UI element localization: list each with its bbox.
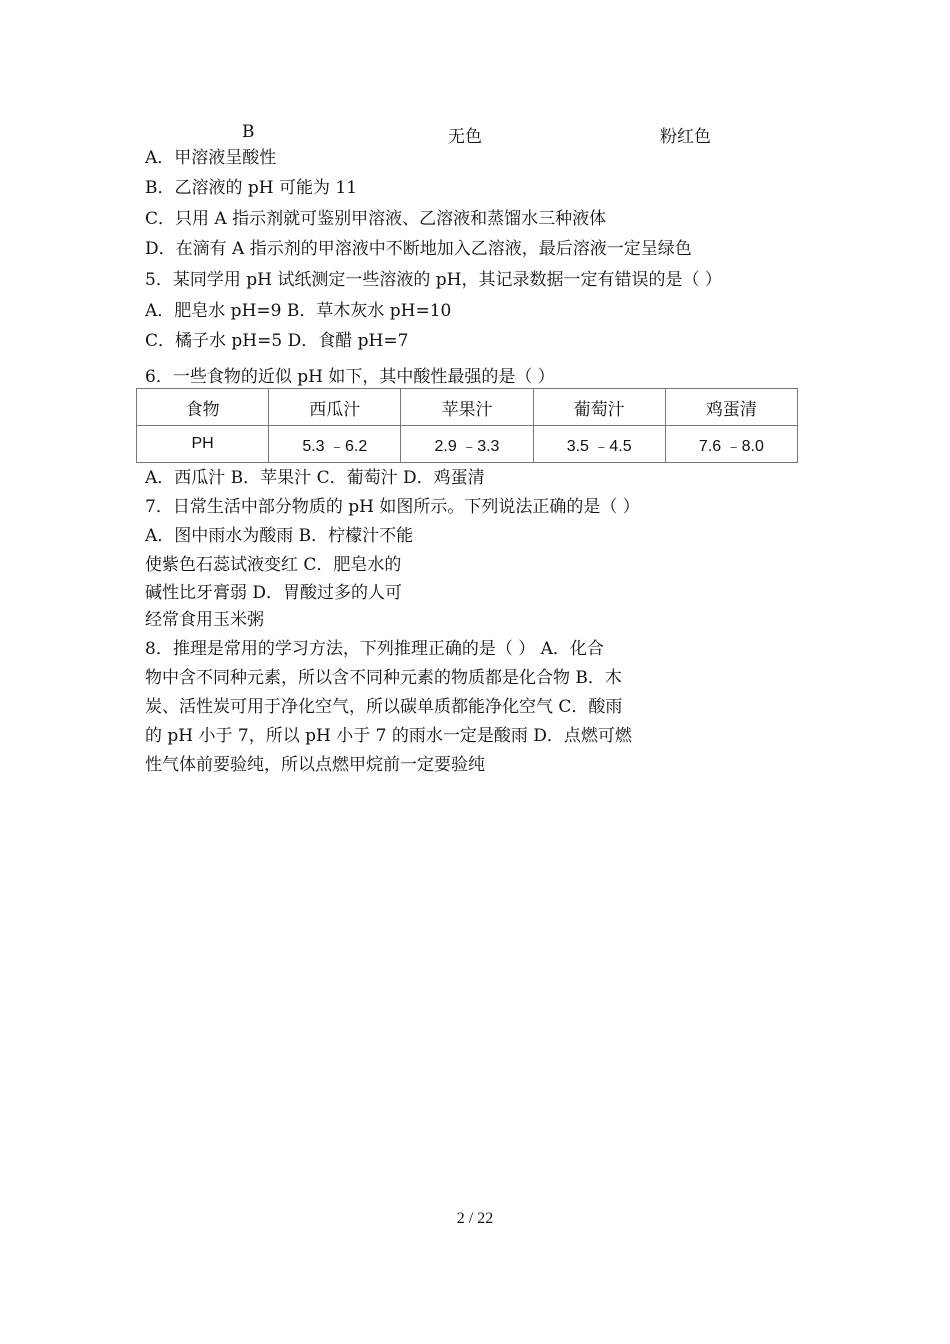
page-number: 2 / 22 bbox=[456, 1210, 494, 1227]
q7-stem: 7．日常生活中部分物质的 pH 如图所示。下列说法正确的是（ ） bbox=[145, 497, 640, 517]
q5-stem: 5．某同学用 pH 试纸测定一些溶液的 pH，其记录数据一定有错误的是（ ） bbox=[145, 270, 722, 290]
table-header-row bbox=[137, 389, 798, 426]
q7-line: 碱性比牙膏弱 D．胃酸过多的人可 bbox=[145, 583, 403, 603]
row-label: B bbox=[242, 122, 255, 142]
q8-line: 性气体前要验纯，所以点燃甲烷前一定要验纯 bbox=[145, 755, 485, 775]
food-ph-table bbox=[136, 388, 798, 463]
q6-options: A．西瓜汁 B．苹果汁 C．葡萄汁 D．鸡蛋清 bbox=[145, 468, 485, 488]
q7-line: A．图中雨水为酸雨 B．柠檬汁不能 bbox=[145, 526, 414, 546]
q4-option-d: D．在滴有 A 指示剂的甲溶液中不断地加入乙溶液，最后溶液一定呈绿色 bbox=[145, 239, 692, 259]
table-row bbox=[137, 426, 798, 463]
q4-option-a: A．甲溶液呈酸性 bbox=[145, 148, 277, 168]
q4-option-c: C．只用 A 指示剂就可鉴别甲溶液、乙溶液和蒸馏水三种液体 bbox=[145, 209, 607, 229]
table-cell: 2.9 ﹣3.3 bbox=[401, 426, 533, 463]
table-header-cell: 鸡蛋清 bbox=[665, 389, 797, 426]
q7-line: 经常食用玉米粥 bbox=[145, 610, 264, 630]
table-cell: 5.3 ﹣6.2 bbox=[269, 426, 401, 463]
table-cell: 3.5 ﹣4.5 bbox=[533, 426, 665, 463]
table-cell: 7.6 ﹣8.0 bbox=[665, 426, 797, 463]
q8-line: 8．推理是常用的学习方法，下列推理正确的是（ ） A．化合 bbox=[145, 639, 604, 659]
table-header-cell: 西瓜汁 bbox=[269, 389, 401, 426]
q5-options-line1: A．肥皂水 pH=9 B．草木灰水 pH=10 bbox=[145, 301, 452, 321]
table-cell: PH bbox=[137, 426, 269, 463]
q7-line: 使紫色石蕊试液变红 C．肥皂水的 bbox=[145, 555, 402, 575]
row-col3: 粉红色 bbox=[660, 127, 711, 147]
q8-line: 炭、活性炭可用于净化空气，所以碳单质都能净化空气 C．酸雨 bbox=[145, 697, 623, 717]
q4-option-b: B．乙溶液的 pH 可能为 11 bbox=[145, 178, 358, 198]
table-header-cell: 葡萄汁 bbox=[533, 389, 665, 426]
table-header-cell: 苹果汁 bbox=[401, 389, 533, 426]
row-col2: 无色 bbox=[448, 127, 482, 147]
q5-options-line2: C．橘子水 pH=5 D．食醋 pH=7 bbox=[145, 331, 409, 351]
q6-stem: 6．一些食物的近似 pH 如下，其中酸性最强的是（ ） bbox=[145, 367, 555, 387]
q8-line: 的 pH 小于 7，所以 pH 小于 7 的雨水一定是酸雨 D．点燃可燃 bbox=[145, 726, 632, 746]
table-header-cell: 食物 bbox=[137, 389, 269, 426]
q8-line: 物中含不同种元素，所以含不同种元素的物质都是化合物 B．木 bbox=[145, 668, 622, 688]
